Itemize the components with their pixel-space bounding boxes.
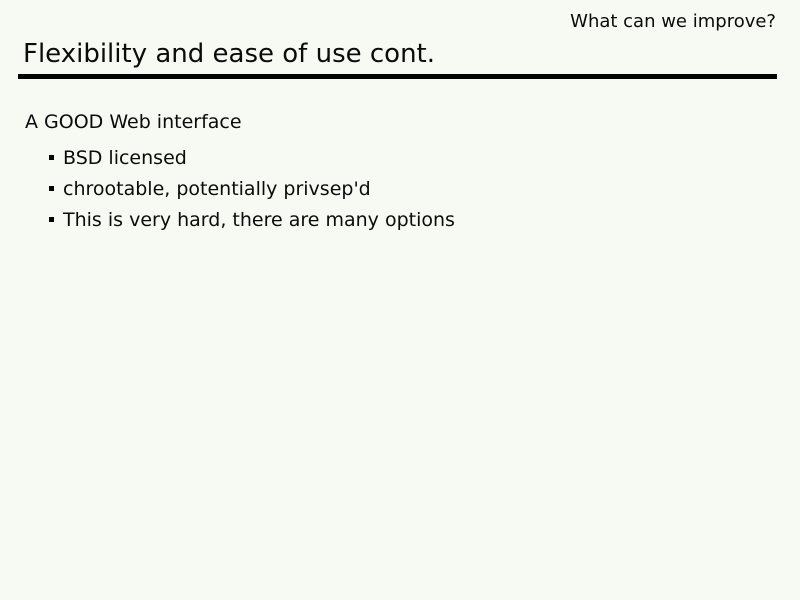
list-item bbox=[49, 174, 765, 205]
slide-body bbox=[25, 109, 765, 236]
list-item-label: This is very hard, there are many options bbox=[63, 209, 455, 231]
list-item bbox=[49, 143, 765, 174]
bullet-list bbox=[25, 143, 765, 236]
bullet-square-icon bbox=[49, 217, 54, 222]
list-item bbox=[49, 205, 765, 236]
corner-note: What can we improve? bbox=[570, 11, 776, 32]
bullet-square-icon bbox=[49, 186, 54, 191]
bullet-square-icon bbox=[49, 155, 54, 160]
lead-line: A GOOD Web interface bbox=[25, 111, 242, 133]
title-rule-divider bbox=[18, 74, 777, 79]
list-item-label: chrootable, potentially privsep'd bbox=[63, 178, 371, 200]
list-item-label: BSD licensed bbox=[63, 147, 187, 169]
slide-title: Flexibility and ease of use cont. bbox=[23, 39, 436, 69]
